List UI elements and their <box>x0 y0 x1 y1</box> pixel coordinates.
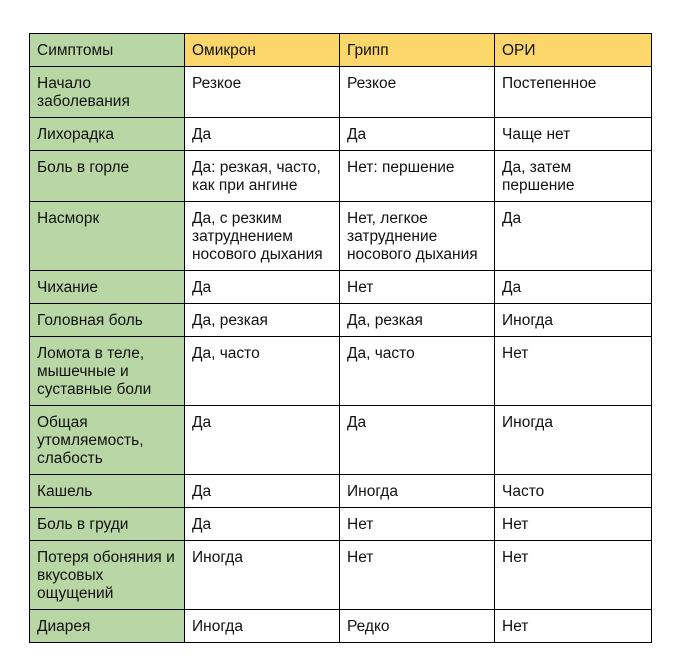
flu-cell: Да, резкая <box>340 304 495 337</box>
omicron-cell: Да: резкая, часто, как при ангине <box>185 151 340 202</box>
ari-cell: Нет <box>495 508 652 541</box>
ari-cell: Нет <box>495 541 652 610</box>
flu-cell: Иногда <box>340 475 495 508</box>
ari-cell: Да <box>495 271 652 304</box>
table-row <box>30 271 652 304</box>
omicron-cell: Да, с резким затруднением носового дыхания <box>185 202 340 271</box>
ari-cell: Нет <box>495 610 652 643</box>
table-row <box>30 406 652 475</box>
symptom-cell: Ломота в теле, мышечные и суставные боли <box>30 337 185 406</box>
table-row <box>30 304 652 337</box>
table-header-row <box>30 34 652 67</box>
omicron-cell: Иногда <box>185 610 340 643</box>
symptom-cell: Боль в горле <box>30 151 185 202</box>
omicron-cell: Да <box>185 271 340 304</box>
flu-cell: Нет <box>340 508 495 541</box>
flu-cell: Да <box>340 406 495 475</box>
ari-cell: Нет <box>495 337 652 406</box>
omicron-cell: Резкое <box>185 67 340 118</box>
ari-cell: Часто <box>495 475 652 508</box>
ari-cell: Чаще нет <box>495 118 652 151</box>
symptom-cell: Чихание <box>30 271 185 304</box>
ari-cell: Да, затем першение <box>495 151 652 202</box>
flu-cell: Редко <box>340 610 495 643</box>
symptom-cell: Кашель <box>30 475 185 508</box>
symptoms-comparison-table <box>29 33 652 643</box>
omicron-cell: Да <box>185 475 340 508</box>
flu-cell: Нет <box>340 541 495 610</box>
symptom-cell: Диарея <box>30 610 185 643</box>
flu-cell: Резкое <box>340 67 495 118</box>
omicron-cell: Да <box>185 406 340 475</box>
table-row <box>30 337 652 406</box>
table-row <box>30 151 652 202</box>
omicron-cell: Иногда <box>185 541 340 610</box>
flu-cell: Нет <box>340 271 495 304</box>
symptom-cell: Общая утомляемость, слабость <box>30 406 185 475</box>
omicron-cell: Да <box>185 508 340 541</box>
table-row <box>30 610 652 643</box>
table-row <box>30 67 652 118</box>
flu-cell: Да <box>340 118 495 151</box>
symptom-cell: Начало заболевания <box>30 67 185 118</box>
flu-cell: Нет, легкое затруднение носового дыхания <box>340 202 495 271</box>
table-row <box>30 118 652 151</box>
symptom-cell: Потеря обоняния и вкусовых ощущений <box>30 541 185 610</box>
header-symptoms: Симптомы <box>30 34 185 67</box>
header-omicron: Омикрон <box>185 34 340 67</box>
table-row <box>30 475 652 508</box>
ari-cell: Иногда <box>495 304 652 337</box>
flu-cell: Нет: першение <box>340 151 495 202</box>
table-row <box>30 202 652 271</box>
symptoms-comparison-table-wrapper <box>29 33 651 643</box>
omicron-cell: Да, часто <box>185 337 340 406</box>
symptom-cell: Насморк <box>30 202 185 271</box>
symptom-cell: Лихорадка <box>30 118 185 151</box>
ari-cell: Постепенное <box>495 67 652 118</box>
ari-cell: Да <box>495 202 652 271</box>
ari-cell: Иногда <box>495 406 652 475</box>
header-ari: ОРИ <box>495 34 652 67</box>
omicron-cell: Да, резкая <box>185 304 340 337</box>
table-row <box>30 541 652 610</box>
header-flu: Грипп <box>340 34 495 67</box>
omicron-cell: Да <box>185 118 340 151</box>
table-body <box>30 67 652 643</box>
symptom-cell: Боль в груди <box>30 508 185 541</box>
symptom-cell: Головная боль <box>30 304 185 337</box>
table-row <box>30 508 652 541</box>
flu-cell: Да, часто <box>340 337 495 406</box>
